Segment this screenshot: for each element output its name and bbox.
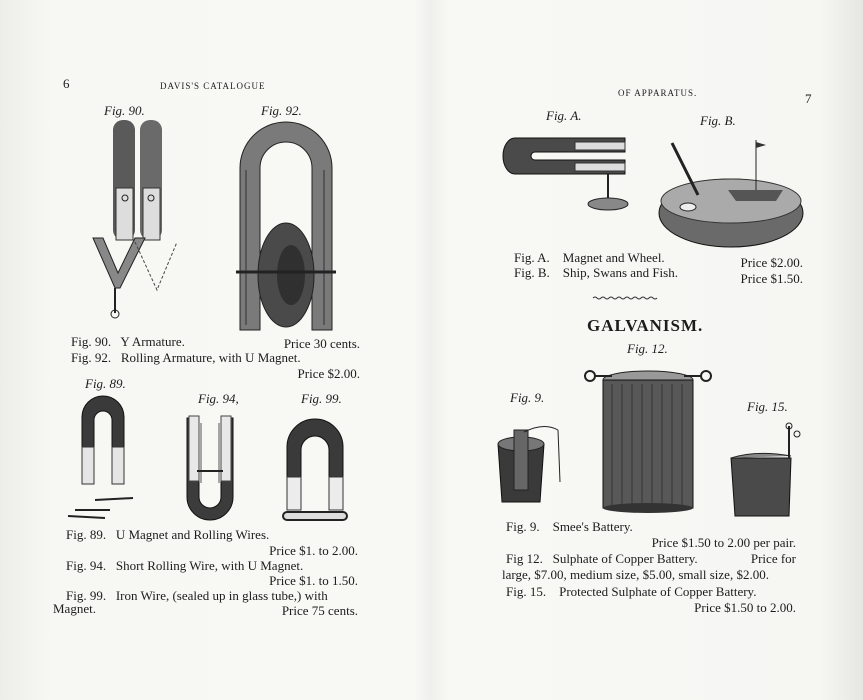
short-rolling-wire-illustration [183,413,238,528]
price-fig-b: Price $1.50. [740,271,803,286]
price-fig-89: Price $1. to 2.00. [269,543,358,558]
fig-99-label: Fig. 99. [301,391,342,406]
caption-label: Fig. 99. [66,588,107,603]
price-fig-15: Price $1.50 to 2.00. [694,600,796,615]
caption-fig-99-continued: Magnet. [53,601,96,616]
caption-text: Iron Wire, (sealed up in glass tube,) with [115,588,328,603]
price-fig-90: Price 30 cents. [283,336,360,351]
caption-text: Rolling Armature, with U Magnet. [120,350,301,365]
rolling-armature-illustration [236,120,336,335]
caption-text: Short Rolling Wire, with U Magnet. [115,558,304,573]
smees-battery-illustration [494,422,564,507]
caption-fig-99 [66,588,328,603]
fig-b-label: Fig. B. [700,113,736,128]
caption-label: Fig. B. [514,265,550,280]
price-fig-92: Price $2.00. [297,366,360,381]
caption-label: Fig. 89. [66,527,107,542]
price-fig-99: Price 75 cents. [281,603,358,618]
magnet-and-wheel-illustration [505,130,635,220]
caption-label: Fig. 90. [71,334,112,349]
protected-battery-illustration [727,422,802,520]
caption-label: Fig. 9. [506,519,540,534]
caption-label: Fig 12. [506,551,543,566]
price-fig-94: Price $1. to 1.50. [269,573,358,588]
y-armature-illustration [85,118,180,323]
caption-fig-92 [71,350,301,365]
page-number-left: 6 [63,76,70,91]
caption-fig-9 [506,519,633,534]
fig-12-label: Fig. 12. [627,341,668,356]
caption-text: Magnet and Wheel. [562,250,665,265]
iron-wire-magnet-illustration [281,415,351,527]
fig-92-label: Fig. 92. [261,103,302,118]
price-fig-a: Price $2.00. [740,255,803,270]
ship-swans-fish-illustration [658,135,808,250]
caption-text: Smee's Battery. [552,519,633,534]
caption-fig-a [514,250,665,265]
caption-text: Ship, Swans and Fish. [562,265,678,280]
caption-label: Fig. 92. [71,350,112,365]
u-magnet-rolling-wires-illustration [65,392,140,522]
section-heading-galvanism: GALVANISM. [587,316,704,335]
caption-fig-94 [66,558,303,573]
caption-fig-12 [506,551,698,566]
price-fig-9: Price $1.50 to 2.00 per pair. [651,535,796,550]
caption-fig-12-prices: large, $7.00, medium size, $5.00, small size, $2.00. [502,567,769,582]
caption-text: Sulphate of Copper Battery. [552,551,698,566]
caption-fig-89 [66,527,269,542]
caption-fig-b [514,265,678,280]
caption-label: Fig. A. [514,250,550,265]
caption-label: Fig. 15. [506,584,547,599]
fig-90-label: Fig. 90. [104,103,145,118]
caption-fig-90 [71,334,185,349]
caption-text: U Magnet and Rolling Wires. [115,527,270,542]
caption-fig-12-price-lead: Price for [750,551,796,566]
caption-label: Fig. 94. [66,558,107,573]
fig-89-label: Fig. 89. [85,376,126,391]
page-number-right: 7 [805,91,812,106]
running-head-left: DAVIS'S CATALOGUE [160,81,266,91]
caption-text: Protected Sulphate of Copper Battery. [559,584,757,599]
fig-94-label: Fig. 94, [198,391,239,406]
fig-15-label: Fig. 15. [747,399,788,414]
fig-a-label: Fig. A. [546,108,582,123]
decorative-rule [593,296,657,300]
copper-battery-illustration [582,362,714,512]
fig-9-label: Fig. 9. [510,390,545,405]
running-head-right: OF APPARATUS. [618,88,698,98]
caption-fig-15 [506,584,756,599]
caption-text: Y Armature. [120,334,185,349]
